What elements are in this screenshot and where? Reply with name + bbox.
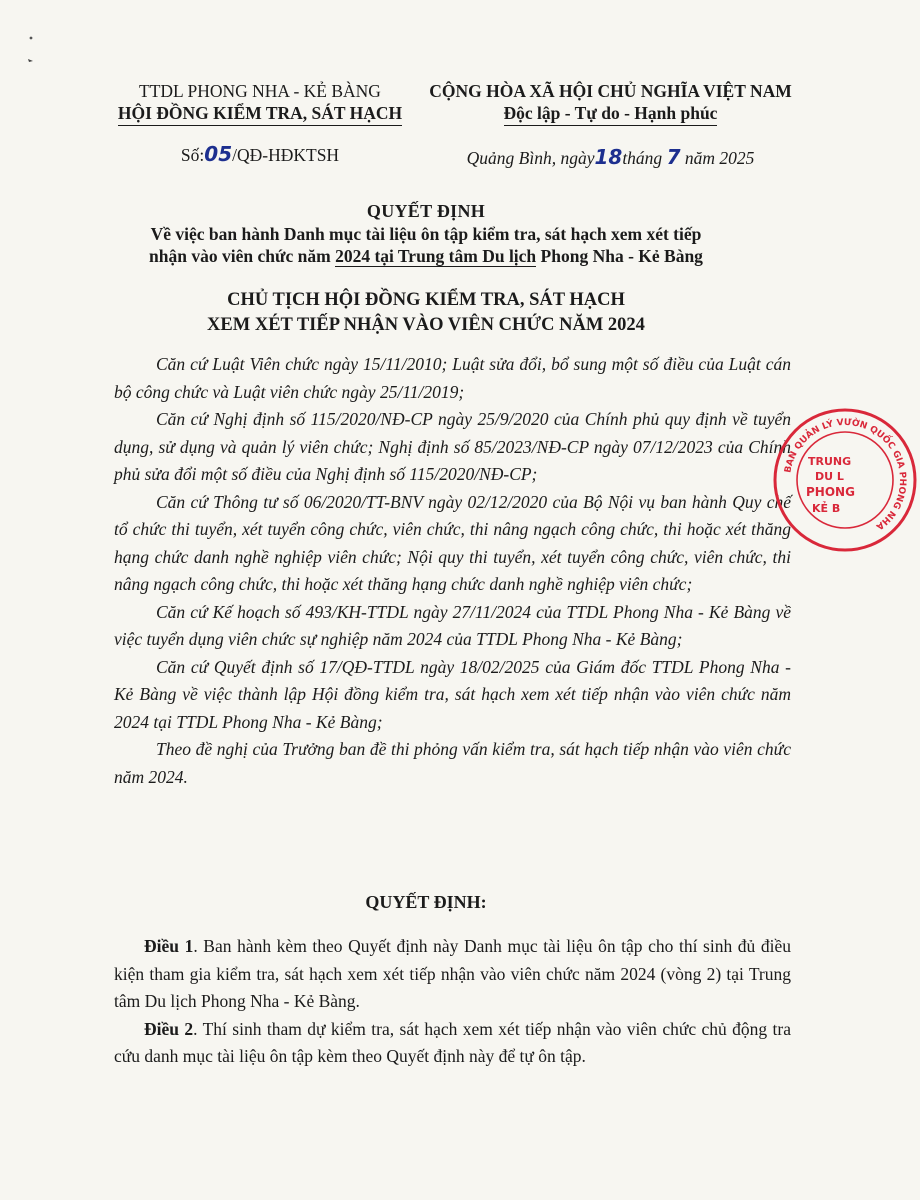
authority-line-2: XEM XÉT TIẾP NHẬN VÀO VIÊN CHỨC NĂM 2024 [207, 315, 645, 335]
article-text: . Ban hành kèm theo Quyết định này Danh mục tài liệu ôn tập cho thí sinh đủ điều kiện tham gia kiểm tra, sát hạch xem xét tiếp nhận vào viên chức năm 2024 (vòng 2) tại Trung tâm Du lịch Phong Nha - Kẻ Bàng. [114, 936, 792, 1011]
official-seal [770, 405, 920, 555]
seal-ring-text: BAN QUẢN LÝ VƯỜN QUỐC GIA PHONG NHA [783, 417, 908, 532]
article [114, 1016, 791, 1071]
preamble-paragraph: Căn cứ Quyết định số 17/QĐ-TTDL ngày 18/02/2025 của Giám đốc TTDL Phong Nha - Kẻ Bàng về việc thành lập Hội đồng kiểm tra, sát hạch xem xét tiếp nhận vào viên chức năm 2024 tại TTDL Phong Nha - Kẻ Bàng; [114, 656, 791, 732]
preamble-paragraph: Căn cứ Luật Viên chức ngày 15/11/2010; Luật sửa đổi, bổ sung một số điều của Luật cán bộ công chức và Luật viên chức ngày 25/11/2019; [114, 354, 791, 402]
preamble-paragraph: Căn cứ Nghị định số 115/2020/NĐ-CP ngày 25/9/2020 của Chính phủ quy định về tuyển dụng, sử dụng và quản lý viên chức; Nghị định số 85/2023/NĐ-CP ngày 07/12/2023 của Chính phủ sửa đổi một số điều của Nghị định số 115/2020/NĐ-CP; [114, 409, 791, 484]
preamble-paragraph: Căn cứ Thông tư số 06/2020/TT-BNV ngày 02/12/2020 của Bộ Nội vụ ban hành Quy chế tổ chức thi tuyển, xét tuyển công chức, viên chức, thi nâng ngạch công chức, thi hoặc xét thăng hạng chức danh nghề nghiệp viên chức; Nội quy thi tuyển, xét tuyển công chức, viên chức, thi nâng ngạch công chức, thi hoặc xét thăng hạng chức danh nghề nghiệp viên chức; [114, 491, 791, 594]
article-text: . Thí sinh tham dự kiểm tra, sát hạch xem xét tiếp nhận vào viên chức chủ động tra cứu danh mục tài liệu ôn tập kèm theo Quyết định này để tự ôn tập. [114, 1018, 792, 1066]
preamble-paragraph: Căn cứ Kế hoạch số 493/KH-TTDL ngày 27/11/2024 của TTDL Phong Nha - Kẻ Bàng về việc tuyển dụng viên chức sự nghiệp năm 2024 của TTDL Phong Nha - Kẻ Bàng; [114, 601, 791, 649]
handwritten-month: 7 [666, 145, 681, 169]
handwritten-doc-number: 05 [204, 142, 233, 166]
decision-heading: QUYẾT ĐỊNH: [365, 892, 487, 912]
preamble-paragraph: Theo đề nghị của Trưởng ban đề thi phỏng vấn kiểm tra, sát hạch tiếp nhận vào viên chức năm 2024. [114, 739, 791, 787]
authority-line-1: CHỦ TỊCH HỘI ĐỒNG KIỂM TRA, SÁT HẠCH [227, 290, 625, 310]
subject-line-2: nhận vào viên chức năm 2024 tại Trung tâm Du lịch Phong Nha - Kẻ Bàng [149, 246, 703, 266]
place-date: Quảng Bình, ngày18tháng 7 năm 2025 [466, 145, 755, 169]
article-label: Điều 1 [144, 936, 194, 956]
issuer-block [105, 80, 415, 126]
preamble [114, 351, 791, 791]
issuer-parent-org: TTDL PHONG NHA - KẺ BÀNG [139, 81, 381, 101]
country-name: CỘNG HÒA XÃ HỘI CHỦ NGHĨA VIỆT NAM [429, 81, 792, 101]
article [114, 933, 791, 1016]
decision-title [95, 200, 757, 267]
national-motto: Độc lập - Tự do - Hạnh phúc [504, 102, 718, 126]
national-header [418, 80, 803, 126]
scan-marks [25, 35, 37, 75]
articles [114, 933, 791, 1071]
subject-line-1: Về việc ban hành Danh mục tài liệu ôn tập kiểm tra, sát hạch xem xét tiếp [150, 224, 702, 244]
issuer-council: HỘI ĐỒNG KIỂM TRA, SÁT HẠCH [118, 102, 402, 126]
issuing-authority [95, 288, 757, 338]
document-number: Số:05/QĐ-HĐKTSH [180, 142, 340, 166]
document-type-heading: QUYẾT ĐỊNH [366, 201, 486, 221]
seal-line: DU L [815, 470, 844, 483]
seal-line: PHONG [806, 485, 855, 499]
seal-line: TRUNG [808, 455, 852, 468]
handwritten-day: 18 [594, 145, 623, 169]
article-label: Điều 2 [144, 1018, 194, 1039]
seal-line: KẺ B [812, 502, 841, 515]
